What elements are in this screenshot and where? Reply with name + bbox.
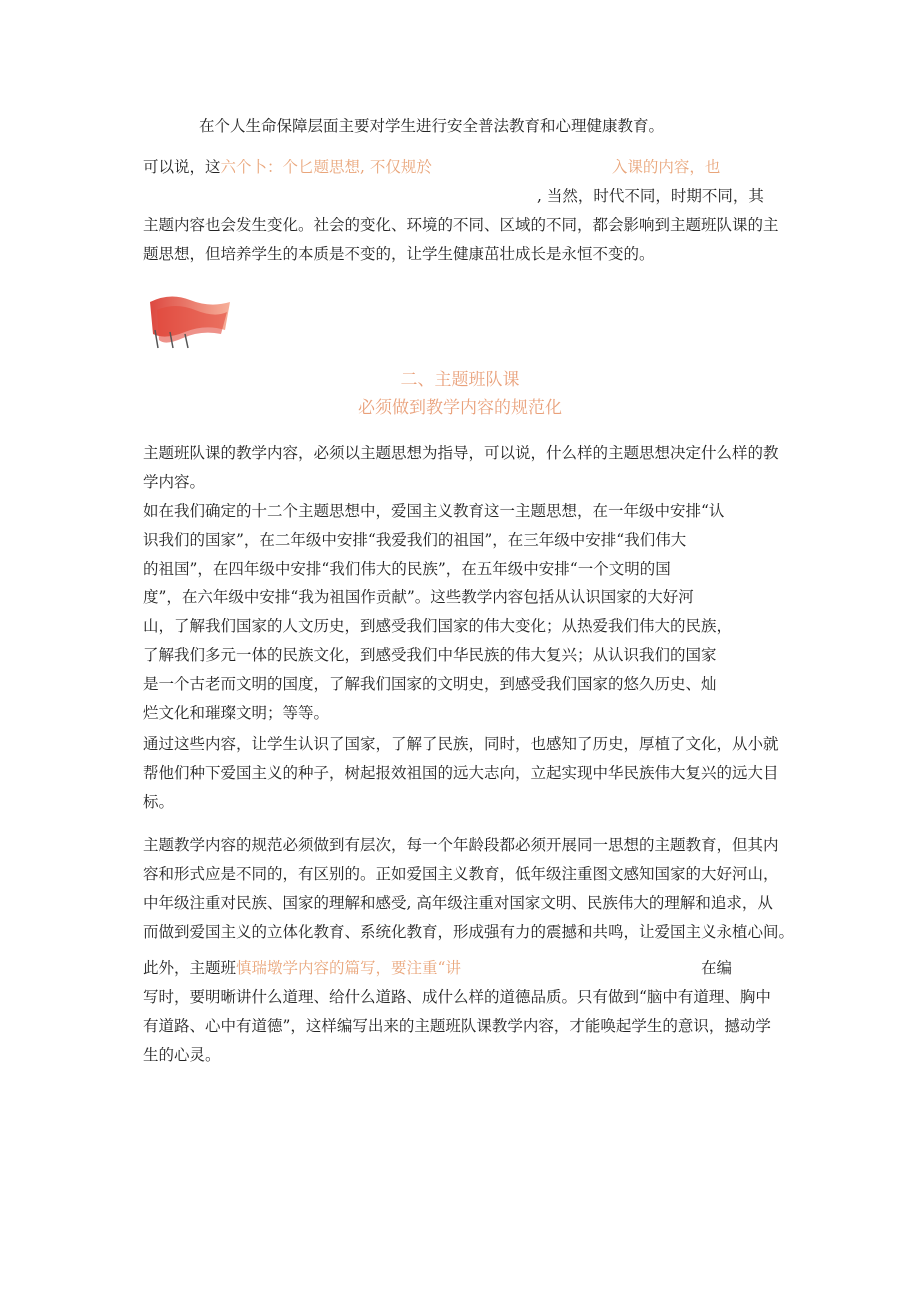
text-line: 学内容。 <box>143 472 206 491</box>
text: 可以说，这 <box>143 158 221 176</box>
highlight-text: 六个卜：个匕题思想, 不仅规於 <box>220 158 432 176</box>
text-line: 中年级注重对民族、国家的理解和感受, 高年级注重对国家文明、民族伟大的理解和追求，从 <box>143 893 773 912</box>
text-line: 帮他们种下爱国主义的种子，树起报效祖国的远大志向，立起实现中华民族伟大复兴的远大目 <box>143 763 779 782</box>
paragraph-life-safety <box>143 112 773 141</box>
text-line: 了解我们多元一体的民族文化，到感受我们中华民族的伟大复兴；从认识我们的国家 <box>143 646 717 665</box>
text-line: , 当然，时代不同，时期不同，其 <box>537 186 764 205</box>
text-line: 主题教学内容的规范必须做到有层次，每一个年龄段都必须开展同一思想的主题教育，但其内 <box>143 836 779 854</box>
text-line: 在个人生命保障层面主要对学生进行安全普法教育和心理健康教育。 <box>199 117 665 135</box>
text-line: 识我们的国家”，在二年级中安排“我爱我们的祖国”，在三年级中安排“我们伟大 <box>143 530 687 549</box>
paragraph-summary <box>143 153 779 269</box>
text-line: 是一个古老而文明的国度，了解我们国家的文明史，到感受我们国家的悠久历史、灿 <box>143 675 717 694</box>
paragraph-levels <box>143 831 795 947</box>
red-flag-icon <box>145 290 235 350</box>
text-line: 题思想，但培养学生的本质是不变的，让学生健康茁壮成长是永恒不变的。 <box>143 244 655 263</box>
highlight-text: 慎瑞墩学内容的篇写，要注重“讲 <box>236 959 461 977</box>
text-line <box>143 954 773 983</box>
text-line: 写时，要明晰讲什么道理、给什么道路、成什么样的道德品质。只有做到“脑中有道理、胸中 <box>143 987 771 1006</box>
section-subheading: 必须做到教学内容的规范化 <box>358 398 562 418</box>
paragraph-outcome <box>143 730 779 817</box>
text-line: 烂文化和璀璨文明；等等。 <box>143 704 330 723</box>
text-line: 度”，在六年级中安排“我为祖国作贡献”。这些教学内容包括从认识国家的大好河 <box>143 588 694 607</box>
paragraph-content <box>143 439 779 728</box>
text-line: 如在我们确定的十二个主题思想中，爱国主义教育这一主题思想，在一年级中安排“认 <box>143 501 725 520</box>
highlight-text: 入课的内容，也 <box>611 158 721 176</box>
text-line: 主题内容也会发生变化。社会的变化、环境的不同、区域的不同，都会影响到主题班队课的主 <box>143 215 779 234</box>
text-line <box>143 153 773 182</box>
text: 在编 <box>700 959 732 977</box>
text: 此外，主题班 <box>143 959 237 977</box>
text-line: 主题班队课的教学内容，必须以主题思想为指导，可以说，什么样的主题思想决定什么样的教 <box>143 444 779 462</box>
section-heading: 二、主题班队课 <box>400 370 520 390</box>
text-line: 容和形式应是不同的，有区别的。正如爱国主义教育，低年级注重图文感知国家的大好河山， <box>143 864 779 883</box>
text-line: 山，了解我们国家的人文历史，到感受我们国家的伟大变化；从热爱我们伟大的民族， <box>143 617 733 636</box>
text-line: 通过这些内容，让学生认识了国家，了解了民族，同时，也感知了历史，厚植了文化，从小就 <box>143 735 779 753</box>
text-line: 有道路、心中有道德”，这样编写出来的主题班队课教学内容，才能唤起学生的意识，撼动学 <box>143 1016 771 1035</box>
text-line: 标。 <box>143 792 175 811</box>
text-line: 生的心灵。 <box>143 1045 221 1064</box>
paragraph-writing <box>143 954 773 1070</box>
text-line: 而做到爱国主义的立体化教育、系统化教育，形成强有力的震撼和共鸣，让爱国主义永植心间。 <box>143 922 795 941</box>
text-line: 的祖国”，在四年级中安排“我们伟大的民族”，在五年级中安排“一个文明的国 <box>143 559 671 578</box>
